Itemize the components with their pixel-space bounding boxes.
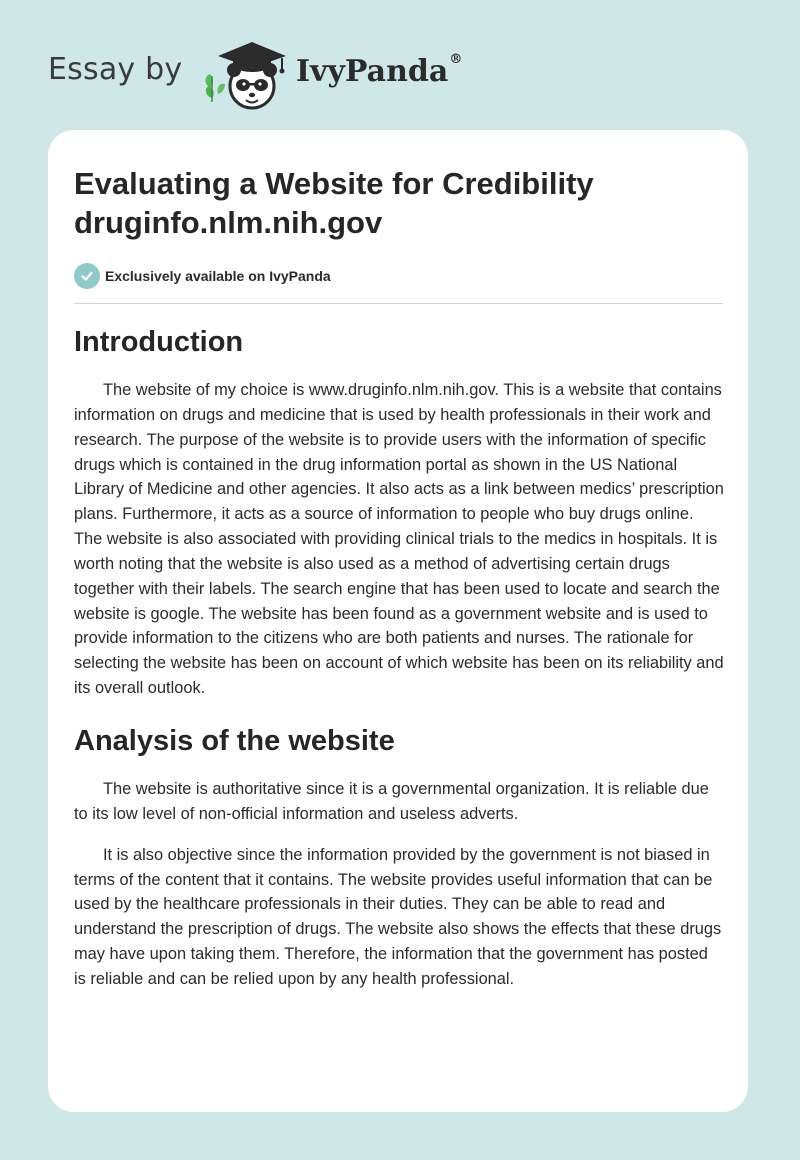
paragraph: The website is authoritative since it is a governmental organization. It is reliable due to its low level of non-official information and useless adverts. [74,779,709,823]
checkmark-icon [74,263,100,289]
brand-name[interactable]: IvyPanda® [296,52,463,89]
divider [74,303,723,304]
title-line-1: Evaluating a Website for Credibility [74,166,594,201]
title-line-2: druginfo.nlm.nih.gov [74,205,383,240]
panda-graduation-cap-icon[interactable] [200,36,292,112]
article-card [48,130,748,1112]
exclusive-badge [74,263,331,289]
page-title [74,164,714,242]
essay-by-label: Essay by [48,52,183,87]
paragraph: It is also objective since the information provided by the government is not biased in terms of the content that it contains. The website provides useful information that can be used by the healthcare professionals in their duties. They can be able to read and understand the prescription of drugs. The website also shows the effects that these drugs may have upon taking them. Therefore, the information that the government has posted is reliable and can be relied upon by any health professional. [74,845,722,988]
site-header [48,34,468,114]
exclusive-badge-text: Exclusively available on IvyPanda [105,268,331,284]
registered-mark: ® [449,52,463,67]
paragraph: The website of my choice is www.druginfo.nlm.nih.gov. This is a website that contains information on drugs and medicine that is used by health professionals in their work and research. The purpose of the website is to provide users with the information of specific drugs which is contained in the drug information portal as shown in the US National Library of Medicine and other agencies. It also acts as a link between medics’ prescription plans. Furthermore, it acts as a source of information to people who buy drugs online. The website is also associated with providing clinical trials to the medics in hospitals. It is worth noting that the website is also used as a method of advertising certain drugs together with their labels. The search engine that has been used to locate and search the website is google. The website has been found as a government website and is used to provide information to the citizens who are both patients and nurses. The rationale for selecting the website has been on account of which website has been on its reliability and its overall outlook. [74,381,724,698]
article-body [74,322,724,992]
section-heading-analysis: Analysis of the website [74,724,395,757]
ivy-leaf-icon [206,74,226,102]
section-heading-introduction: Introduction [74,326,244,358]
